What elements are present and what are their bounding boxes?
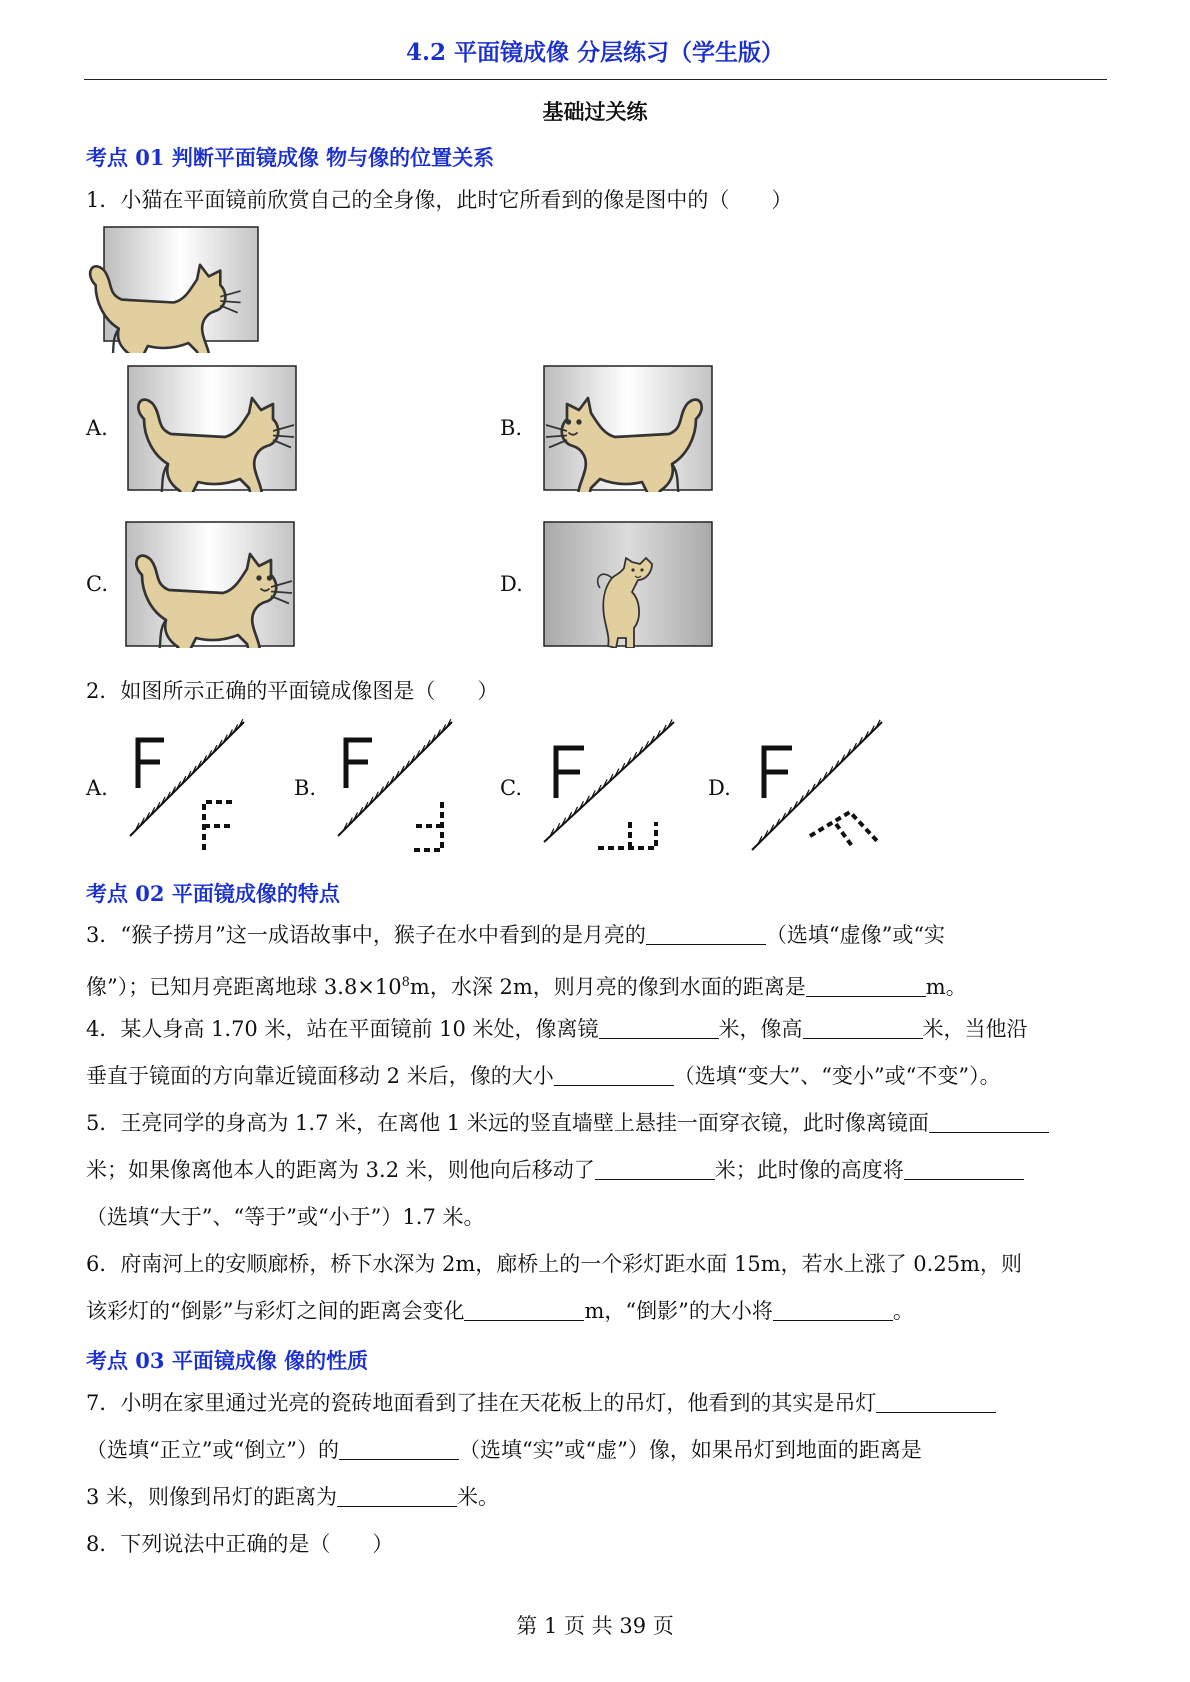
q6-text-2: 该彩灯的“倒影”与彩灯之间的距离会变化 xyxy=(86,1299,465,1323)
q2-option-b-label[interactable]: B. xyxy=(294,776,317,800)
question-5 xyxy=(86,1100,1108,1241)
question-4 xyxy=(86,1006,1108,1100)
q1-option-d-label[interactable]: D. xyxy=(500,572,523,596)
q5-text-4: （选填“大于”、“等于”或“小于”）1.7 米。 xyxy=(86,1205,485,1229)
question-7 xyxy=(86,1380,1108,1521)
q5-blank-1[interactable] xyxy=(929,1111,1049,1133)
q3-blank-1[interactable] xyxy=(646,923,766,945)
q1-option-a-label[interactable]: A. xyxy=(86,416,108,440)
question-6 xyxy=(86,1241,1108,1335)
q3-text-1: 3．“猴子捞月”这一成语故事中，猴子在水中看到的是月亮的 xyxy=(86,923,646,947)
section-subtitle: 基础过关练 xyxy=(542,99,648,124)
q1-option-c-image[interactable] xyxy=(124,520,298,648)
q6-blank-2[interactable] xyxy=(773,1299,893,1321)
q7-blank-3[interactable] xyxy=(337,1485,457,1507)
title-divider xyxy=(84,79,1107,80)
q2-option-d-label[interactable]: D. xyxy=(708,776,731,800)
q5-text-1: 5．王亮同学的身高为 1.7 米，在离他 1 米远的竖直墙壁上悬挂一面穿衣镜，此时像离镜面 xyxy=(86,1111,929,1135)
q3-exponent: 8 xyxy=(401,975,410,990)
document-title: 4.2 平面镜成像 分层练习（学生版） xyxy=(405,39,785,66)
q1-option-d-image[interactable] xyxy=(542,520,714,648)
question-8: 8．下列说法中正确的是（ ） xyxy=(86,1532,394,1556)
q5-text-2: 米；如果像离他本人的距离为 3.2 米，则他向后移动了 xyxy=(86,1158,595,1182)
q2-option-d-image[interactable] xyxy=(748,718,888,858)
q3-text-3: 像”）；已知月亮距离地球 3.8×10 xyxy=(86,975,402,999)
question-1: 1．小猫在平面镜前欣赏自己的全身像，此时它所看到的像是图中的（ ） xyxy=(86,188,793,212)
q1-option-a-image[interactable] xyxy=(126,364,298,492)
q5-blank-3[interactable] xyxy=(904,1158,1024,1180)
q1-option-b-image[interactable] xyxy=(542,364,714,492)
q1-option-c-label[interactable]: C. xyxy=(86,572,108,596)
page-footer: 第 1 页 共 39 页 xyxy=(516,1614,674,1638)
q4-text-2: 米，像高 xyxy=(718,1017,803,1041)
q4-text-4: 垂直于镜面的方向靠近镜面移动 2 米后，像的大小 xyxy=(86,1064,554,1088)
q7-text-1: 7．小明在家里通过光亮的瓷砖地面看到了挂在天花板上的吊灯，他看到的其实是吊灯 xyxy=(86,1391,877,1415)
q2-option-c-image[interactable] xyxy=(540,718,680,858)
q3-text-2: （选填“虚像”或“实 xyxy=(765,923,946,947)
q4-text-3: 米，当他沿 xyxy=(922,1017,1028,1041)
section-title-01: 考点 01 判断平面镜成像 物与像的位置关系 xyxy=(86,145,495,170)
q3-blank-2[interactable] xyxy=(806,975,926,997)
q6-text-1: 6．府南河上的安顺廊桥，桥下水深为 2m，廊桥上的一个彩灯距水面 15m，若水上涨了 0.25m，则 xyxy=(86,1252,1022,1276)
q6-text-4: 。 xyxy=(892,1299,914,1323)
q2-option-c-label[interactable]: C. xyxy=(500,776,522,800)
q7-text-4: 3 米，则像到吊灯的距离为 xyxy=(86,1485,338,1509)
q6-blank-1[interactable] xyxy=(464,1299,584,1321)
q7-text-3: （选填“实”或“虚”）像，如果吊灯到地面的距离是 xyxy=(458,1438,922,1462)
q4-text-1: 4．某人身高 1.70 米，站在平面镜前 10 米处，像离镜 xyxy=(86,1017,599,1041)
q4-text-5: （选填“变大”、“变小”或“不变”）。 xyxy=(673,1064,1001,1088)
q4-blank-1[interactable] xyxy=(599,1017,719,1039)
q2-option-b-image[interactable] xyxy=(334,718,464,858)
q7-text-5: 米。 xyxy=(457,1485,500,1509)
question-3 xyxy=(86,912,1108,1011)
q1-option-b-label[interactable]: B. xyxy=(500,416,523,440)
q3-text-5: m。 xyxy=(925,975,967,999)
q4-blank-2[interactable] xyxy=(803,1017,923,1039)
q3-text-4: m，水深 2m，则月亮的像到水面的距离是 xyxy=(409,975,806,999)
q6-text-3: m，“倒影”的大小将 xyxy=(584,1299,773,1323)
q5-blank-2[interactable] xyxy=(595,1158,715,1180)
section-title-03: 考点 03 平面镜成像 像的性质 xyxy=(86,1348,369,1373)
q7-blank-1[interactable] xyxy=(876,1391,996,1413)
q7-blank-2[interactable] xyxy=(339,1438,459,1460)
q4-blank-3[interactable] xyxy=(554,1064,674,1086)
question-1-reference-image xyxy=(82,223,262,353)
q2-option-a-label[interactable]: A. xyxy=(86,776,108,800)
q5-text-3: 米；此时像的高度将 xyxy=(714,1158,904,1182)
section-title-02: 考点 02 平面镜成像的特点 xyxy=(86,881,340,906)
q7-text-2: （选填“正立”或“倒立”）的 xyxy=(86,1438,339,1462)
question-2: 2．如图所示正确的平面镜成像图是（ ） xyxy=(86,679,499,703)
q2-option-a-image[interactable] xyxy=(126,718,256,858)
